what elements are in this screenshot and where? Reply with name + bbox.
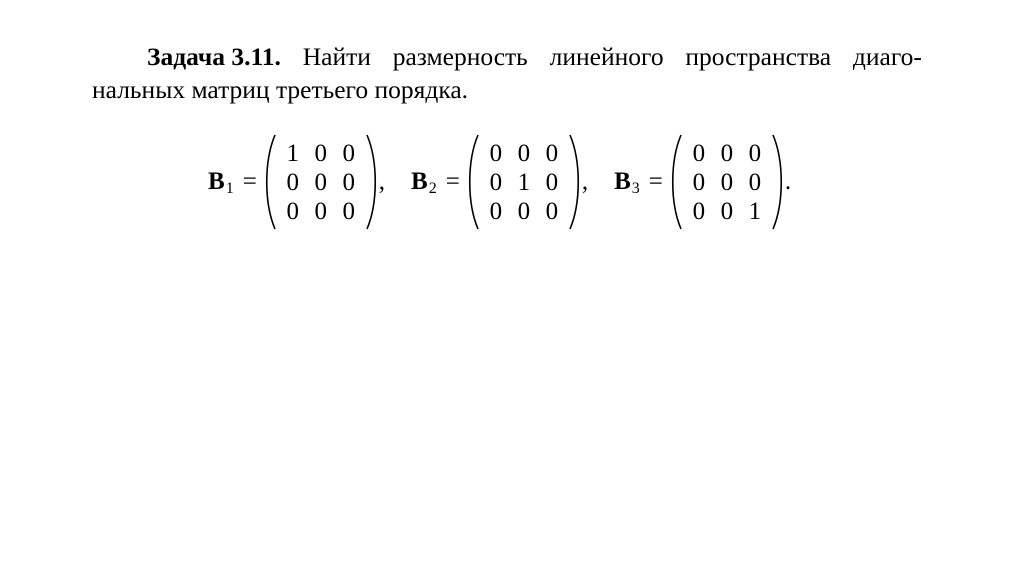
problem-word: пространства — [685, 42, 832, 71]
matrix-name: B — [208, 168, 225, 195]
matrix-cell: 0 — [342, 168, 356, 196]
problem-word: Найти — [302, 42, 371, 71]
matrix-cell: 1 — [286, 139, 300, 167]
matrix-cell: 0 — [517, 197, 531, 225]
equals-sign: = — [242, 168, 257, 195]
equals-sign: = — [445, 168, 460, 195]
matrix-name: B — [614, 168, 631, 195]
problem-statement — [92, 40, 922, 106]
left-paren-icon — [468, 133, 480, 231]
problem-label: Задача 3.11. — [147, 42, 281, 71]
matrix-cell: 0 — [748, 168, 762, 196]
matrix-cell: 0 — [720, 139, 734, 167]
matrix-cell: 0 — [692, 197, 706, 225]
matrix-cell: 0 — [545, 197, 559, 225]
matrix-cell: 0 — [748, 139, 762, 167]
matrix-b3 — [671, 130, 783, 234]
equals-sign: = — [648, 168, 663, 195]
matrix-cell: 0 — [489, 197, 503, 225]
matrix-cell: 0 — [545, 168, 559, 196]
matrix-cell: 0 — [342, 197, 356, 225]
problem-word: размерность — [392, 42, 528, 71]
left-paren-icon — [671, 133, 683, 231]
matrix-cell: 0 — [286, 168, 300, 196]
matrix-cell: 0 — [314, 197, 328, 225]
matrix-grid — [480, 139, 568, 226]
matrix-cell: 0 — [545, 139, 559, 167]
matrix-subscript: 2 — [428, 180, 437, 197]
problem-word: диаго- — [852, 42, 922, 71]
matrix-cell: 0 — [720, 168, 734, 196]
matrix-cell: 0 — [692, 168, 706, 196]
matrix-cell: 1 — [748, 197, 762, 225]
problem-line-2: нальных матриц третьего порядка. — [92, 75, 469, 104]
right-paren-icon — [365, 133, 377, 231]
problem-line-1 — [92, 40, 922, 73]
separator-period: . — [784, 168, 792, 195]
problem-word: линейного — [549, 42, 664, 71]
matrix-name: B — [411, 168, 428, 195]
matrix-cell: 1 — [517, 168, 531, 196]
matrix-cell: 0 — [692, 139, 706, 167]
left-paren-icon — [265, 133, 277, 231]
matrix-cell: 0 — [720, 197, 734, 225]
matrix-cell: 0 — [489, 168, 503, 196]
matrix-grid — [683, 139, 771, 226]
matrix-cell: 0 — [517, 139, 531, 167]
matrix-b1 — [265, 130, 377, 234]
matrix-cell: 0 — [286, 197, 300, 225]
right-paren-icon — [771, 133, 783, 231]
matrix-cell: 0 — [314, 168, 328, 196]
matrix-cell: 0 — [314, 139, 328, 167]
matrix-cell: 0 — [342, 139, 356, 167]
separator-comma: , — [581, 168, 589, 195]
matrix-b2 — [468, 130, 580, 234]
matrices-formula — [208, 130, 791, 234]
matrix-cell: 0 — [489, 139, 503, 167]
matrix-grid — [277, 139, 365, 226]
separator-comma: , — [378, 168, 386, 195]
matrix-subscript: 1 — [225, 180, 234, 197]
right-paren-icon — [568, 133, 580, 231]
matrix-subscript: 3 — [631, 180, 640, 197]
